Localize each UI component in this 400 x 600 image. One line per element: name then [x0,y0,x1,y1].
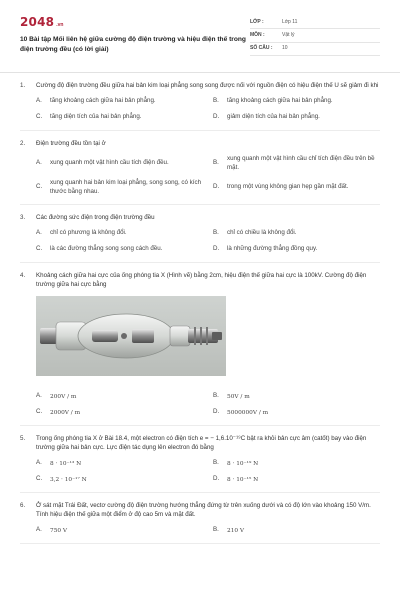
option-letter: C. [36,245,43,253]
meta-panel [250,14,380,70]
option-text: 210 V [227,527,245,534]
option-letter: B. [213,526,219,534]
option-letter: C. [36,475,43,483]
option-c[interactable] [36,113,203,123]
option-text: xung quanh hai bản kim loại phẳng, song song, có kích thước bằng nhau. [50,178,202,195]
question-number: 3. [20,213,26,221]
option-letter: B. [213,159,219,167]
option-letter: C. [36,408,43,416]
option-a[interactable] [36,155,203,173]
option-text: giảm diện tích của hai bản phẳng. [227,113,320,121]
question-text: Khoảng cách giữa hai cực của ống phóng tia X (Hình vẽ) bằng 2cm, hiệu điện thế giữa hai cực là 100kV. Cường độ điện trường giữa hai cực bằng [36,271,367,288]
question-4 [20,263,380,426]
option-a[interactable] [36,526,203,536]
option-c[interactable] [36,408,203,418]
option-d[interactable] [213,179,380,197]
option-letter: B. [213,392,219,400]
question-number: 2. [20,139,26,147]
header-left [20,14,250,70]
meta-value: 10 [282,45,288,51]
option-text: xung quanh một vật hình cầu tích điện đều. [50,159,169,167]
option-d[interactable] [213,113,380,123]
option-text: tăng khoảng cách giữa hai bản phẳng. [227,97,333,105]
question-text: Điện trường đều tồn tại ở [36,139,106,147]
option-b[interactable] [213,526,380,536]
option-letter: B. [213,459,219,467]
option-text: trong một vùng không gian hẹp gần mặt đất. [227,183,349,191]
answer-options [20,526,380,536]
option-text: 50V / m [227,393,250,400]
option-text: chỉ có chiều là không đổi. [227,229,297,237]
meta-label: MÔN : [250,31,265,38]
x-ray-tube-figure [36,296,226,376]
option-letter: D. [213,113,220,121]
option-letter: A. [36,392,42,400]
option-a[interactable] [36,97,203,107]
meta-row-count [250,43,380,56]
option-letter: D. [213,475,220,483]
option-b[interactable] [213,459,380,469]
option-letter: D. [213,245,220,253]
option-letter: D. [213,183,220,191]
option-text: là những đường thẳng đồng quy. [227,245,318,253]
option-b[interactable] [213,155,380,173]
page-title: 10 Bài tập Mối liên hệ giữa cường độ điện trường và hiệu điện thế trong điện trường đều (có lời giải) [20,36,246,53]
option-a[interactable] [36,229,203,239]
option-letter: B. [213,97,219,105]
option-letter: C. [36,183,43,191]
question-text: Trong ống phóng tia X ở Bài 18.4, một electron có điện tích e = − 1,6.10⁻¹⁹C bật ra khỏi bản cực âm (catốt) bay vào điện trường giữa hai bản cực. Lực điện tác dụng lên electron đó bằng [36,434,367,451]
option-text: xung quanh một vật hình cầu chỉ tích điện đều trên bề mặt. [227,154,375,171]
question-text: Cường độ điện trường đều giữa hai bản kim loại phẳng song song được nối với nguồn điện có hiệu điện thế U sẽ giảm đi khi [36,82,379,89]
option-letter: B. [213,229,219,237]
option-b[interactable] [213,392,380,402]
option-b[interactable] [213,97,380,107]
option-text: chỉ có phương là không đổi. [50,229,127,237]
question-3 [20,205,380,263]
answer-options [20,97,380,123]
option-letter: A. [36,526,42,534]
logo-main: 2048 [20,15,55,29]
meta-label: SỐ CÂU : [250,45,273,51]
option-text: 5000000V / m [227,409,269,416]
meta-row-subject [250,29,380,42]
option-a[interactable] [36,459,203,469]
answer-options [20,229,380,255]
option-d[interactable] [213,245,380,255]
option-d[interactable] [213,475,380,485]
option-letter: A. [36,97,42,105]
question-text: Các đường sức điện trong điện trường đều [36,213,155,221]
header [20,0,380,70]
option-text: 8 · 10⁻¹⁹ N [227,460,259,467]
site-logo[interactable] [20,14,250,31]
option-text: tăng diện tích của hai bản phẳng. [50,113,142,121]
question-number: 4. [20,271,26,279]
option-text: 2000V / m [50,409,81,416]
option-letter: C. [36,113,43,121]
answer-options [20,155,380,197]
question-5 [20,426,380,493]
option-c[interactable] [36,179,203,197]
option-text: 200V / m [50,393,77,400]
option-text: 8 · 10⁻¹³ N [50,460,82,467]
option-letter: A. [36,229,42,237]
meta-row-class [250,16,380,29]
option-d[interactable] [213,408,380,418]
question-number: 5. [20,434,26,442]
question-number: 1. [20,82,26,89]
meta-label: LỚP : [250,18,264,25]
option-text: là các đường thẳng song song cách đều. [50,245,163,253]
option-text: 3,2 · 10⁻¹⁷ N [50,476,87,483]
question-2 [20,131,380,205]
option-c[interactable] [36,475,203,485]
answer-options [20,459,380,485]
question-1 [20,73,380,131]
option-text: 750 V [50,527,68,534]
meta-value: Vật lý [282,31,295,38]
option-text: 8 · 10⁻¹⁵ N [227,476,259,483]
option-c[interactable] [36,245,203,255]
question-text: Ở sát mặt Trái Đất, vectơ cường độ điện trường hướng thẳng đứng từ trên xuống dưới và có độ lớn vào khoảng 150 V/m. Tính hiệu điện thế giữa một điểm ở độ cao 5m và mặt đất. [36,501,371,518]
option-a[interactable] [36,392,203,402]
option-letter: A. [36,459,42,467]
meta-value: Lớp 11 [282,18,298,25]
logo-sub: .vn [56,22,64,28]
option-b[interactable] [213,229,380,239]
question-number: 6. [20,501,26,509]
answer-options [20,392,380,418]
option-text: tăng khoảng cách giữa hai bản phẳng. [50,97,156,105]
option-letter: D. [213,408,220,416]
question-6 [20,493,380,544]
option-letter: A. [36,159,42,167]
